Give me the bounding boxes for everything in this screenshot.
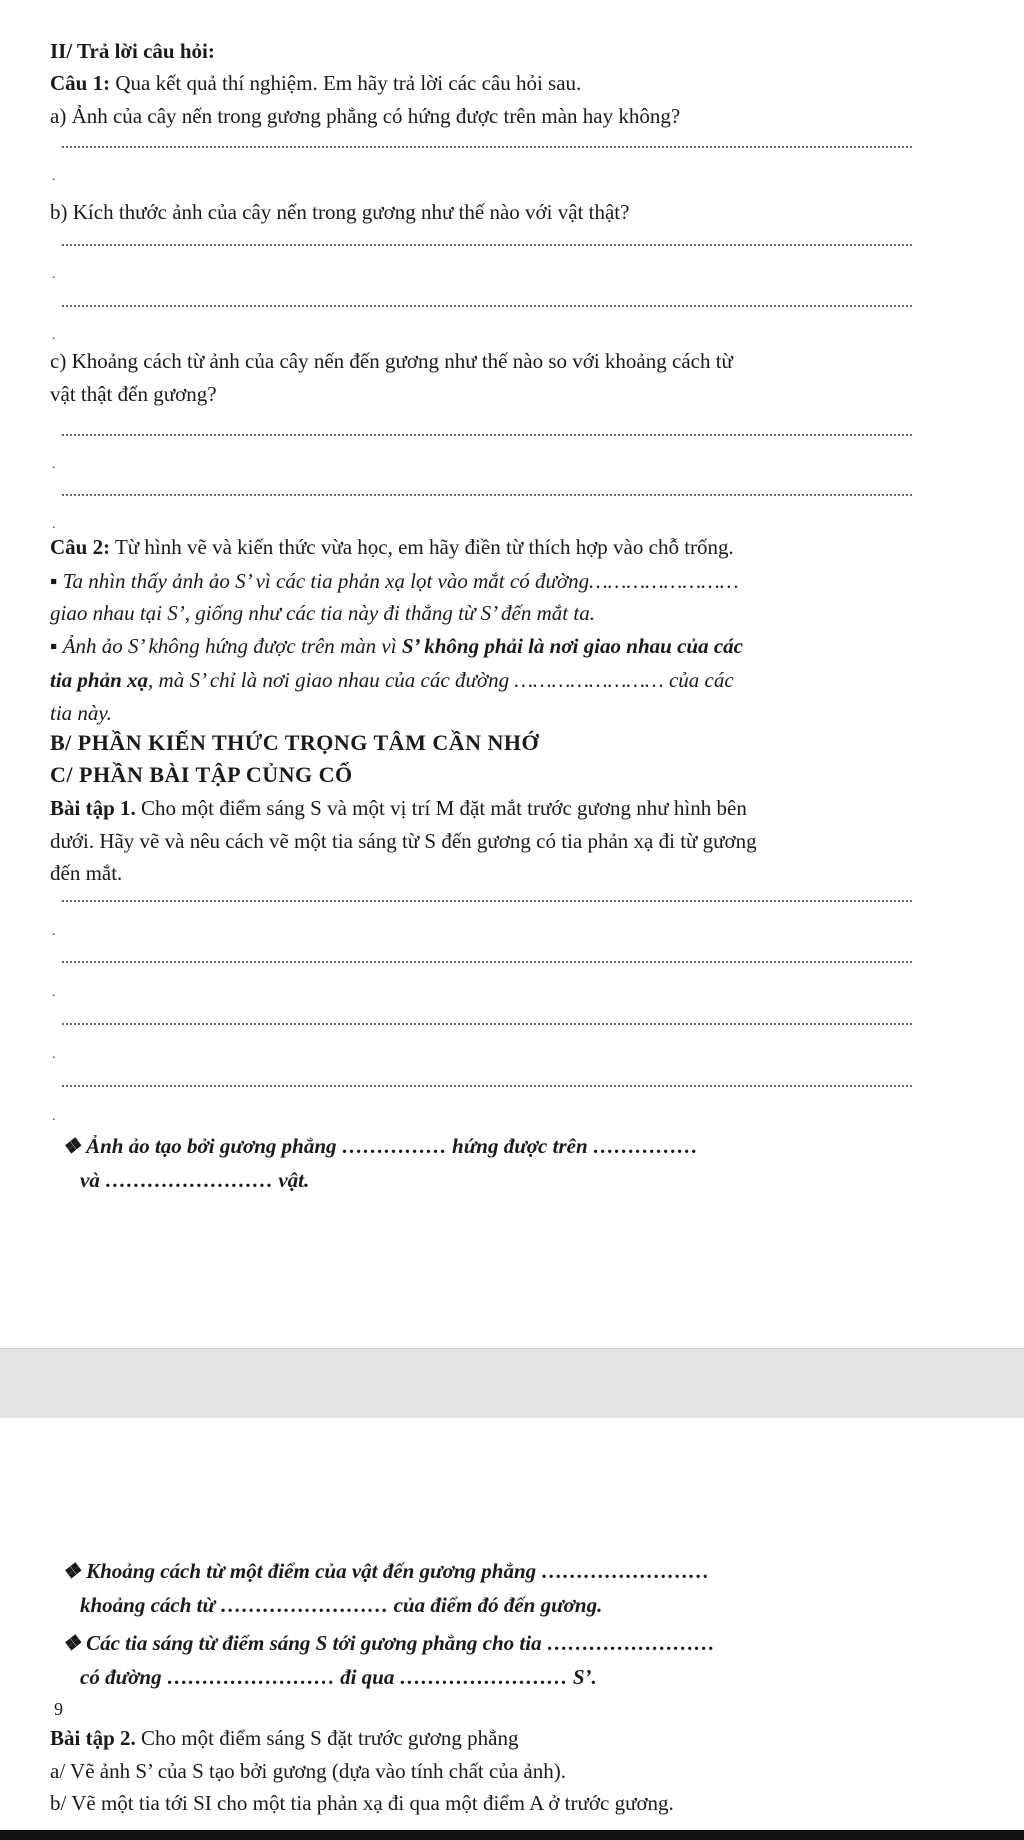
page-number: 9: [54, 1699, 63, 1719]
question-1c-line2: vật thật đến gương?: [50, 382, 217, 406]
section-heading: II/ Trả lời câu hỏi:: [50, 39, 215, 63]
question-2: [50, 534, 734, 560]
question-2-text: Từ hình vẽ và kiến thức vừa học, em hãy điền từ thích hợp vào chỗ trống.: [110, 535, 734, 559]
margin-mark: .: [52, 985, 56, 1000]
margin-mark: .: [52, 328, 56, 343]
question-1: [50, 70, 581, 96]
section-b-heading: B/ PHẦN KIẾN THỨC TRỌNG TÂM CẦN NHỚ: [50, 730, 540, 755]
margin-mark: .: [52, 1047, 56, 1062]
answer-line[interactable]: [62, 961, 912, 963]
fill-in-1-line2: và …………………… vật.: [80, 1168, 310, 1192]
q2-bullet2-line1: [50, 633, 743, 659]
margin-mark: .: [52, 169, 56, 184]
margin-mark: .: [52, 924, 56, 939]
exercise-2-line1: [50, 1725, 518, 1751]
section-c-heading: C/ PHẦN BÀI TẬP CỦNG CỐ: [50, 762, 353, 787]
answer-line[interactable]: [62, 1085, 912, 1087]
exercise-1-label: Bài tập 1.: [50, 796, 136, 820]
q2-bullet2-text: ▪ Ảnh ảo S’ không hứng được trên màn vì: [50, 634, 402, 658]
exercise-2-line2: a/ Vẽ ảnh S’ của S tạo bởi gương (dựa vào tính chất của ảnh).: [50, 1759, 566, 1783]
q2-bullet2-bold-2: tia phản xạ: [50, 668, 149, 692]
margin-mark: .: [52, 517, 56, 532]
fill-in-3-line1: ❖ Các tia sáng từ điểm sáng S tới gương phẳng cho tia ……………………: [62, 1631, 715, 1655]
answer-line[interactable]: [62, 494, 912, 496]
page-separator: [0, 1348, 1024, 1420]
document-page-2: [0, 1418, 1024, 1830]
answer-line[interactable]: [62, 434, 912, 436]
q2-bullet2-line3: tia này.: [50, 701, 112, 725]
q2-bullet2-bold: S’ không phải là nơi giao nhau của các: [401, 634, 743, 658]
exercise-2-line3: b/ Vẽ một tia tới SI cho một tia phản xạ đi qua một điểm A ở trước gương.: [50, 1791, 674, 1815]
fill-in-3-line2: có đường …………………… đi qua …………………… S’.: [80, 1665, 597, 1689]
fill-in-2-line2: khoảng cách từ …………………… của điểm đó đến gương.: [80, 1593, 603, 1617]
margin-mark: .: [52, 457, 56, 472]
q2-bullet2-text-2: , mà S’ chỉ là nơi giao nhau của các đường …………………… của các: [148, 668, 734, 692]
q2-bullet2-line2: [50, 667, 734, 693]
question-1-label: Câu 1:: [50, 71, 111, 95]
question-1c-line1: c) Khoảng cách từ ảnh của cây nến đến gương như thế nào so với khoảng cách từ: [50, 349, 733, 373]
answer-line[interactable]: [62, 146, 912, 148]
exercise-1-text: Cho một điểm sáng S và một vị trí M đặt mắt trước gương như hình bên: [135, 796, 747, 820]
exercise-1-line1: [50, 795, 747, 821]
exercise-2-label: Bài tập 2.: [50, 1726, 136, 1750]
bottom-edge: [0, 1830, 1024, 1840]
question-2-label: Câu 2:: [50, 535, 111, 559]
q2-bullet1-line1: ▪ Ta nhìn thấy ảnh ảo S’ vì các tia phản xạ lọt vào mắt có đường……………………: [50, 569, 739, 593]
question-1-text: Qua kết quả thí nghiệm. Em hãy trả lời các câu hỏi sau.: [110, 71, 582, 95]
exercise-2-text: Cho một điểm sáng S đặt trước gương phẳng: [135, 1726, 519, 1750]
exercise-1-line3: đến mắt.: [50, 861, 123, 885]
fill-in-1-line1: ❖ Ảnh ảo tạo bởi gương phẳng …………… hứng được trên ……………: [62, 1134, 698, 1158]
margin-mark: .: [52, 267, 56, 282]
fill-in-2-line1: ❖ Khoảng cách từ một điểm của vật đến gương phẳng ……………………: [62, 1559, 710, 1583]
answer-line[interactable]: [62, 305, 912, 307]
margin-mark: .: [52, 1109, 56, 1124]
answer-line[interactable]: [62, 244, 912, 246]
question-1b: b) Kích thước ảnh của cây nến trong gương như thế nào với vật thật?: [50, 200, 630, 224]
exercise-1-line2: dưới. Hãy vẽ và nêu cách vẽ một tia sáng từ S đến gương có tia phản xạ đi từ gương: [50, 829, 757, 853]
q2-bullet1-line2: giao nhau tại S’, giống như các tia này đi thẳng từ S’ đến mắt ta.: [50, 601, 595, 625]
question-1a: a) Ảnh của cây nến trong gương phẳng có hứng được trên màn hay không?: [50, 104, 681, 128]
answer-line[interactable]: [62, 1023, 912, 1025]
answer-line[interactable]: [62, 900, 912, 902]
